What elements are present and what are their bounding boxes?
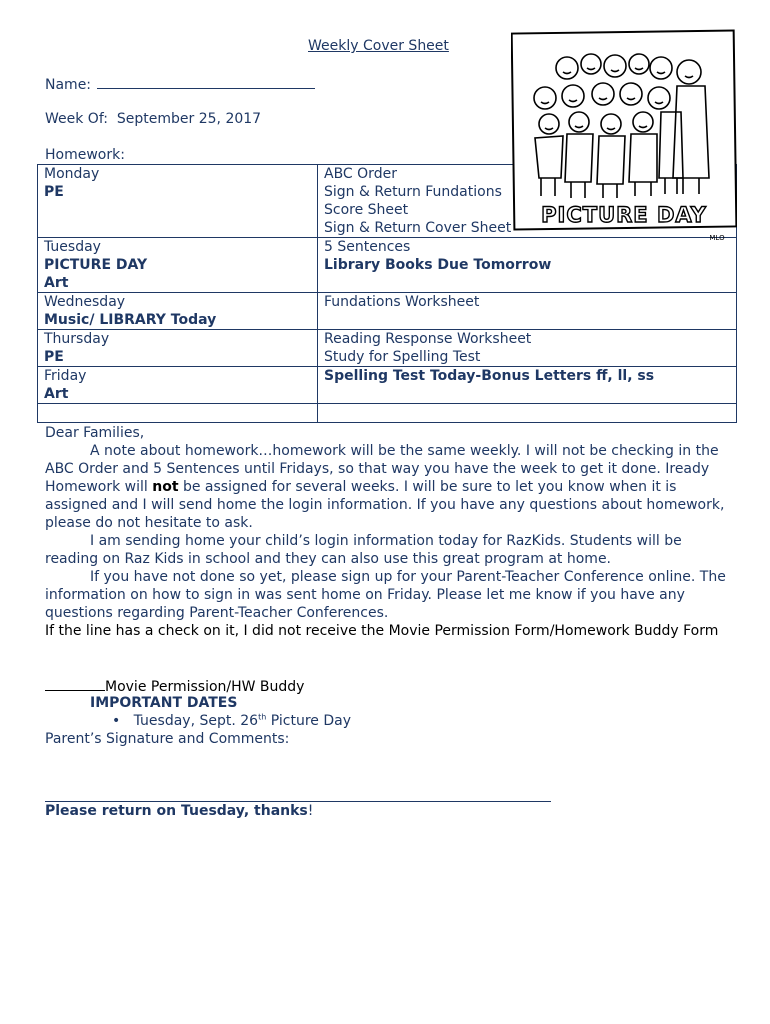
assignment-line: Study for Spelling Test [324,349,481,365]
letter-paragraph-razkids: I am sending home your child’s login information today for RazKids. Students will be reading on Raz Kids in school and they can also use this great program at home. [45,533,682,567]
name-blank-line[interactable] [97,74,315,89]
letter-paragraph-check: If the line has a check on it, I did not receive the Movie Permission Form/Homework Buddy Form [45,623,719,639]
picture-day-clipart [511,28,737,244]
homework-row [38,238,737,293]
day-line: Wednesday [44,294,126,310]
homework-day-cell [38,238,318,293]
picture-day-caption: PICTURE DAY [541,203,707,227]
assignment-line: Library Books Due Tomorrow [324,257,552,273]
movie-permission-label: Movie Permission/HW Buddy [105,679,305,695]
day-line: PE [44,184,64,200]
week-of-row [45,110,261,128]
homework-assignment-cell [318,404,737,423]
homework-row [38,293,737,330]
day-line: Art [44,386,69,402]
letter-paragraph-conference: If you have not done so yet, please sign up for your Parent-Teacher Conference online. The information on how to sign in was sent home on Friday. Please let me know if you have any questions regarding Parent-Teacher Conferences. [45,569,726,621]
homework-row [38,330,737,367]
homework-day-cell [38,165,318,238]
clipart-signature-mark: MLO [709,234,725,242]
assignment-line: 5 Sentences [324,239,411,255]
bullet-icon: • [112,713,121,729]
homework-day-cell [38,367,318,404]
return-note: Please return on Tuesday, thanks! [45,803,314,819]
homework-day-cell [38,404,318,423]
week-of-label: Week Of: [45,111,108,127]
assignment-line: Spelling Test Today-Bonus Letters ff, ll, ss [324,368,655,384]
day-line: PICTURE DAY [44,257,148,273]
name-row [45,74,315,94]
signature-label: Parent’s Signature and Comments: [45,731,290,747]
assignment-line: ABC Order [324,166,397,182]
homework-assignment-cell [318,330,737,367]
movie-check-line[interactable] [45,676,105,691]
homework-row [38,367,737,404]
homework-assignment-cell [318,238,737,293]
assignment-line: Sign & Return Cover Sheet [324,220,512,236]
homework-assignment-cell [318,293,737,330]
homework-label: Homework: [45,147,125,163]
important-date-item: • Tuesday, Sept. 26th Picture Day [112,712,351,729]
important-dates-heading: IMPORTANT DATES [90,695,238,711]
day-line: Art [44,275,69,291]
assignment-line: Fundations Worksheet [324,294,480,310]
homework-day-cell [38,330,318,367]
week-of-value: September 25, 2017 [116,111,262,127]
name-label: Name: [45,77,92,93]
day-line: Monday [44,166,100,182]
letter-body [45,424,735,640]
homework-assignment-cell [318,367,737,404]
homework-day-cell [38,293,318,330]
day-line: Thursday [44,331,110,347]
day-line: Friday [44,368,87,384]
homework-row [38,404,737,423]
day-line: PE [44,349,64,365]
assignment-line: Reading Response Worksheet [324,331,532,347]
letter-paragraph-homework: A note about homework…homework will be the same weekly. I will not be checking in the ABC Order and 5 Sentences until Fridays, so that way you have the week to get it done. Iready Homework will not be assigned for several weeks. I will be sure to let you know when it is assigned and I will send home the login information. If you have any questions about homework, please do not hesitate to ask. [45,443,725,531]
day-line: Tuesday [44,239,101,255]
letter-greeting: Dear Families, [45,425,145,441]
assignment-line: Score Sheet [324,202,409,218]
day-line: Music/ LIBRARY Today [44,312,217,328]
movie-permission-row [45,676,304,696]
page-title: Weekly Cover Sheet [308,38,449,54]
assignment-line: Sign & Return Fundations [324,184,502,200]
